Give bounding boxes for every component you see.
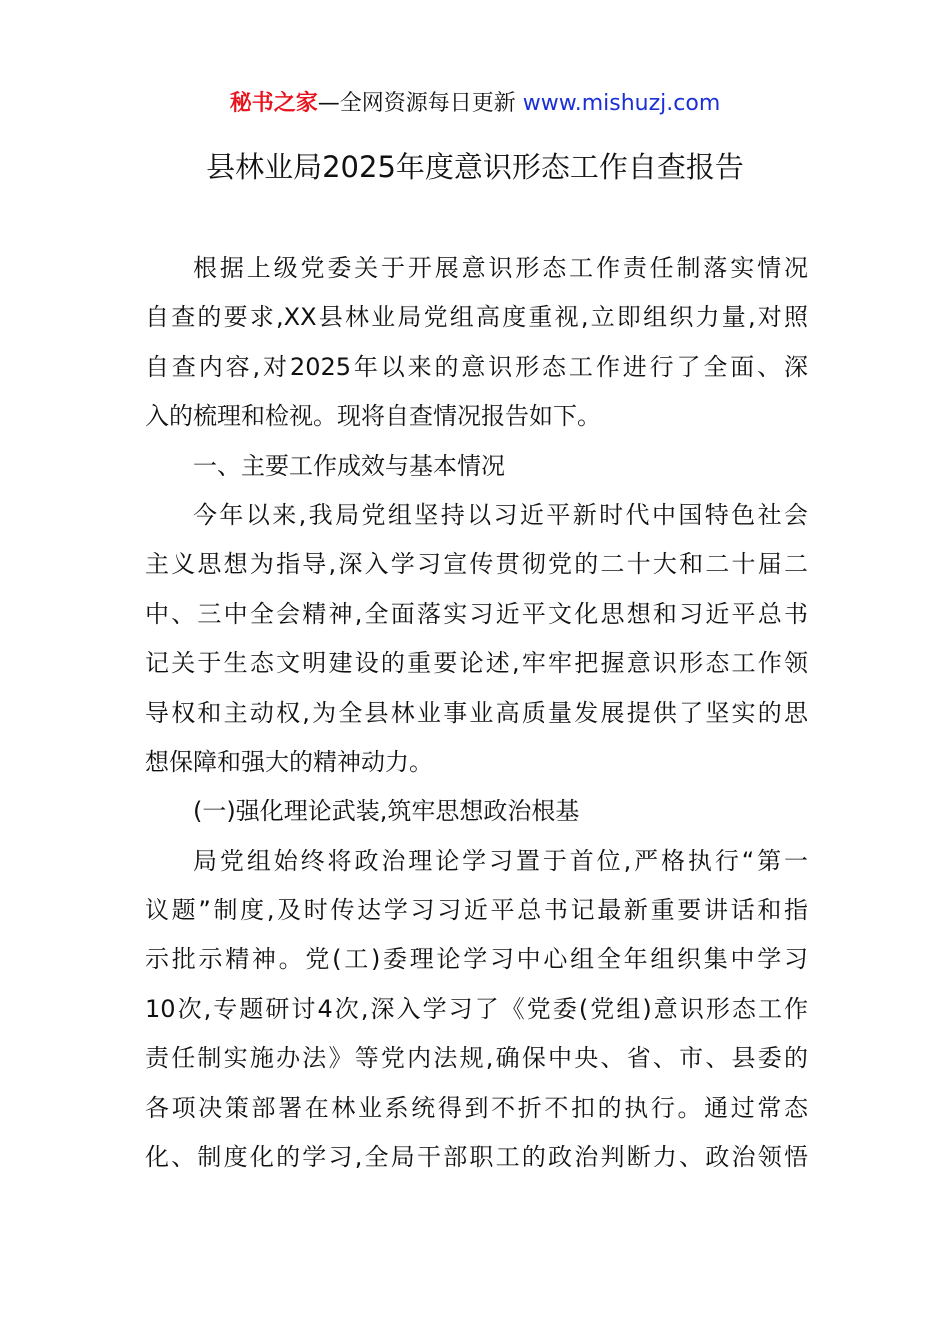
paragraph-line: 今年以来,我局党组坚持以习近平新时代中国特色社会 [193,500,808,529]
paragraph-line: 主义思想为指导,深入学习宣传贯彻党的二十大和二十届二 [145,550,808,579]
paragraph-line: 10次,专题研讨4次,深入学习了《党委(党组)意识形态工作 [145,994,808,1023]
paragraph-line: 自查的要求,XX县林业局党组高度重视,立即组织力量,对照 [145,303,808,332]
paragraph-line: 根据上级党委关于开展意识形态工作责任制落实情况 [193,254,808,282]
site-header [0,88,950,120]
paragraph-line: 想保障和强大的精神动力。 [145,747,433,776]
paragraph-line: 责任制实施办法》等党内法规,确保中央、省、市、县委的 [145,1044,808,1073]
paragraph-line: 局党组始终将政治理论学习置于首位,严格执行“第一 [193,846,808,875]
header-tagline: —全网资源每日更新 [317,91,523,116]
paragraph-line: 记关于生态文明建设的重要论述,牢牢把握意识形态工作领 [145,649,808,678]
subsection-heading: (一)强化理论武装,筑牢思想政治根基 [193,797,580,826]
paragraph-line: 议题”制度,及时传达学习习近平总书记最新重要讲话和指 [145,896,808,925]
site-url-link[interactable]: www.mishuzj.com [522,91,721,116]
paragraph-line: 自查内容,对2025年以来的意识形态工作进行了全面、深 [145,352,808,381]
brand-name: 秘书之家 [229,91,318,116]
paragraph-line: 导权和主动权,为全县林业事业高质量发展提供了坚实的思 [145,698,808,727]
paragraph-line: 化、制度化的学习,全局干部职工的政治判断力、政治领悟 [145,1143,808,1172]
document-body [145,244,808,1182]
section-heading: 一、主要工作成效与基本情况 [193,451,505,480]
paragraph-line: 中、三中全会精神,全面落实习近平文化思想和习近平总书 [145,599,808,628]
paragraph-line: 各项决策部署在林业系统得到不折不扣的执行。通过常态 [145,1093,808,1122]
document-title: 县林业局2025年度意识形态工作自查报告 [206,150,744,184]
paragraph-line: 示批示精神。党(工)委理论学习中心组全年组织集中学习 [145,945,808,974]
paragraph-line: 入的梳理和检视。现将自查情况报告如下。 [145,402,601,431]
